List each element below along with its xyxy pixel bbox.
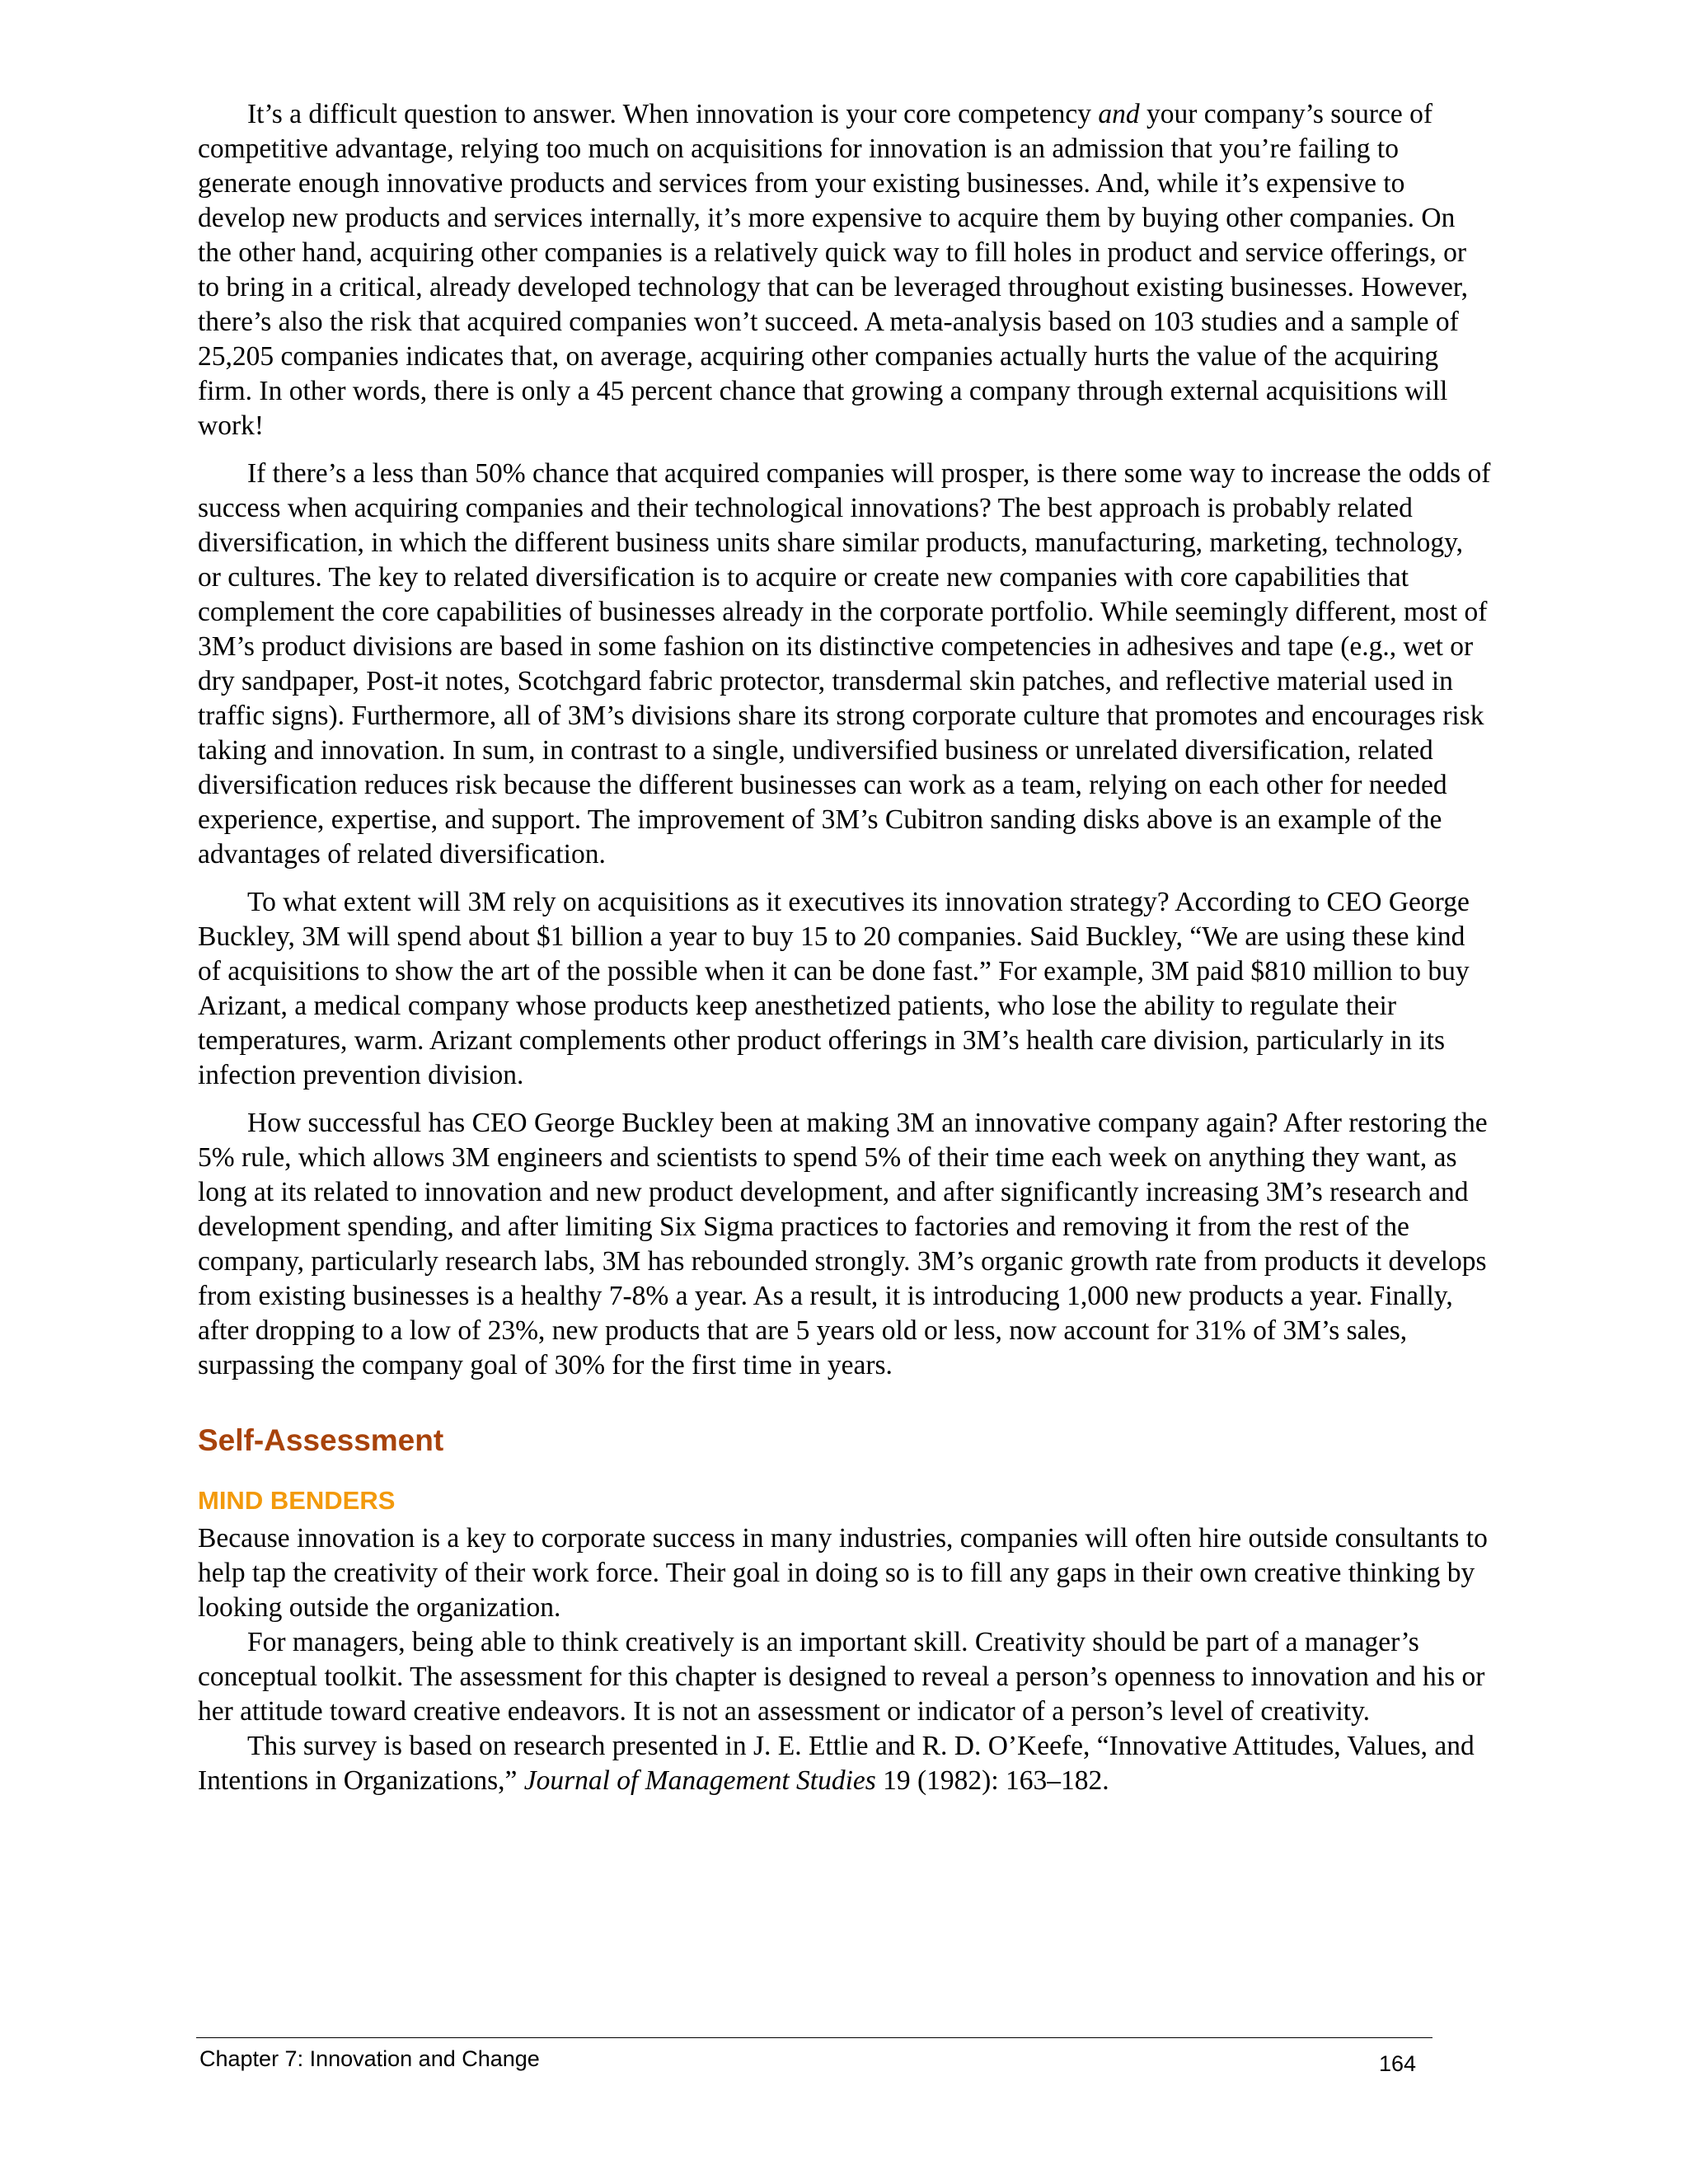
paragraph-text: your company’s source of competitive advantage, relying too much on acquisitions for innovation is an admission that you’re failing to generate enough innovative products and services from your existing businesses. And, while it’s expensive to develop new products and services internally, it’s more expensive to acquire them by buying other companies. On the other hand, acquiring other companies is a relatively quick way to fill holes in product and service offerings, or to bring in a critical, already developed technology that can be leveraged throughout existing businesses. However, there’s also the risk that acquired companies won’t succeed. A meta-analysis based on 103 studies and a sample of 25,205 companies indicates that, on average, acquiring other companies actually hurts the value of the acquiring firm. In other words, there is only a 45 percent chance that growing a company through external acquisitions will work! (198, 99, 1469, 441)
body-paragraph-4: How successful has CEO George Buckley been at making 3M an innovative company again? After restoring the 5% rule, which allows 3M engineers and scientists to spend 5% of their time each week on anything they want, as long at its related to innovation and new product development, and after significantly increasing 3M’s research and development spending, and after limiting Six Sigma practices to factories and removing it from the rest of the company, particularly research labs, 3M has rebounded strongly. 3M’s organic growth rate from products it develops from existing businesses is a healthy 7-8% a year. As a result, it is introducing 1,000 new products a year. Finally, after dropping to a low of 23%, new products that are 5 years old or less, now account for 31% of 3M’s sales, surpassing the company goal of 30% for the first time in years. (198, 1108, 1488, 1380)
body-paragraph-1 (198, 97, 1492, 443)
section-heading: Self-Assessment (198, 1423, 444, 1457)
citation-text: This survey is based on research presented in J. E. Ettlie and R. D. O’Keefe, “Innovative Attitudes, Values, and Intentions in Organizations,” (198, 1731, 1475, 1796)
self-assessment-text (198, 1521, 1492, 1798)
page-body (198, 97, 1492, 1798)
body-paragraph-2: If there’s a less than 50% chance that acquired companies will prosper, is there some way to increase the odds of success when acquiring companies and their technological innovations? The best approach is probably related diversification, in which the different business units share similar products, manufacturing, marketing, technology, or cultures. The key to related diversification is to acquire or create new companies with core capabilities that complement the core capabilities of businesses already in the corporate portfolio. While seemingly different, most of 3M’s product divisions are based in some fashion on its distinctive competencies in adhesives and tape (e.g., wet or dry sandpaper, Post-it notes, Scotchgard fabric protector, transdermal skin patches, and reflective material used in traffic signs). Furthermore, all of 3M’s divisions share its strong corporate culture that promotes and encourages risk taking and innovation. In sum, in contrast to a single, undiversified business or unrelated diversification, related diversification reduces risk because the different businesses can work as a team, relying on each other for needed experience, expertise, and support. The improvement of 3M’s Cubitron sanding disks above is an example of the advantages of related diversification. (198, 458, 1491, 869)
section-subheading: MIND BENDERS (198, 1486, 396, 1515)
citation-text: 19 (1982): 163–182. (875, 1765, 1109, 1796)
assessment-paragraph-2: For managers, being able to think creatively is an important skill. Creativity should be part of a manager’s conceptual toolkit. The assessment for this chapter is designed to reveal a person’s openness to innovation and his or her attitude toward creative endeavors. It is not an assessment or indicator of a person’s level of creativity. (198, 1627, 1485, 1727)
assessment-paragraph-1: Because innovation is a key to corporate success in many industries, companies will often hire outside consultants to help tap the creativity of their work force. Their goal in doing so is to fill any gaps in their own creative thinking by looking outside the organization. (198, 1523, 1488, 1623)
paragraph-text: It’s a difficult question to answer. When innovation is your core competency (247, 99, 1099, 129)
footer-chapter-title: Chapter 7: Innovation and Change (199, 2046, 540, 2071)
body-paragraph-3: To what extent will 3M rely on acquisitions as it executives its innovation strategy? According to CEO George Buckley, 3M will spend about $1 billion a year to buy 15 to 20 companies. Said Buckley, “We are using these kind of acquisitions to show the art of the possible when it can be done fast.” For example, 3M paid $810 million to buy Arizant, a medical company whose products keep anesthetized patients, who lose the ability to regulate their temperatures, warm. Arizant complements other product offerings in 3M’s health care division, particularly in its infection prevention division. (198, 887, 1470, 1090)
journal-title: Journal of Management Studies (523, 1765, 876, 1796)
emphasis-text: and (1098, 99, 1140, 129)
page-number: 164 (1378, 2051, 1416, 2076)
citation-paragraph (198, 1729, 1492, 1798)
page-footer (196, 2037, 1432, 2076)
